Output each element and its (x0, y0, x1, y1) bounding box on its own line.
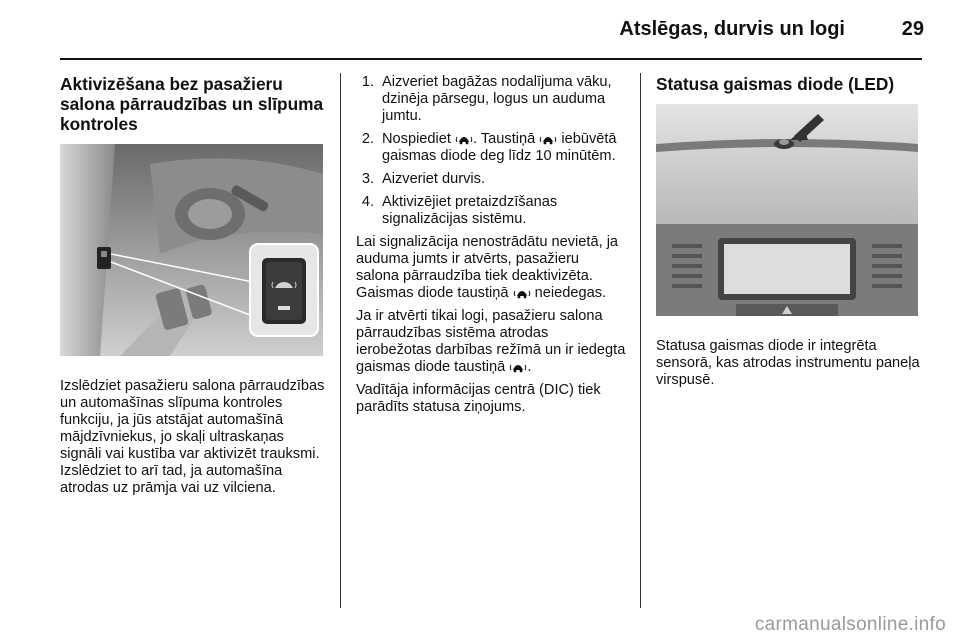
column-middle (356, 74, 626, 422)
car-wave-icon (513, 288, 531, 299)
dic-paragraph: Vadītāja informācijas centrā (DIC) tiek parādīts statusa ziņojums. (356, 382, 601, 415)
section-heading-deactivation: Aktivizēšana bez pasažieru salona pārraudzības un slīpuma kontroles (60, 74, 324, 134)
interior-button-figure (60, 144, 323, 356)
step-item: 3. Aizveriet durvis. (361, 171, 485, 187)
car-wave-icon (509, 362, 527, 373)
column-left (60, 74, 325, 503)
status-led-paragraph: Statusa gaismas diode ir integrēta sensorā, kas atrodas instrumentu paneļa virspusē. (656, 338, 920, 388)
watermark: carmanualsonline.info (754, 614, 946, 635)
step-item: 1. Aizveriet bagāžas nodalījuma vāku, dzinēja pārsegu, logus un auduma jumtu. (361, 74, 612, 124)
header-divider (60, 58, 922, 60)
deactivation-paragraph: Izslēdziet pasažieru salona pārraudzības un automašīnas slīpuma kontroles funkciju, ja jūs atstājat automašīnā mājdzīvniekus, jo skaļi ultraskaņas signāli vai kustība var aktivizēt trauksmi. Izslēdziet to arī tad, ja automašīna atrodas uz prāmja vai uz vilciena. (60, 378, 325, 496)
car-wave-icon (455, 134, 473, 145)
dashboard-led-figure (656, 104, 918, 316)
steps-list (356, 74, 626, 228)
page-number: 29 (901, 18, 924, 40)
column-divider-2 (640, 73, 641, 608)
car-wave-icon (539, 134, 557, 145)
running-title: Atslēgas, durvis un logi (619, 18, 845, 40)
column-right (656, 74, 922, 395)
column-divider-1 (340, 73, 341, 608)
step-item: 4. Aktivizējiet pretaizdzīšanas signalizācijas sistēmu. (361, 194, 558, 227)
section-heading-status-led: Statusa gaismas diode (LED) (656, 74, 895, 94)
convertible-roof-paragraph: Lai signalizācija nenostrādātu nevietā, ja auduma jumts ir atvērts, pasažieru salona pārraudzība tiek deaktivizēta. Gaismas diode taustiņā neiedegas. (356, 234, 619, 301)
open-windows-paragraph: Ja ir atvērti tikai logi, pasažieru salona pārraudzības sistēma atrodas ierobežotas darbības režīmā un ir iedegta gaismas diode taustiņā . (356, 308, 626, 375)
step-item: 2. Nospiediet . Taustiņā iebūvētā gaismas diode deg līdz 10 minūtēm. (361, 131, 617, 164)
page-header (0, 0, 960, 62)
